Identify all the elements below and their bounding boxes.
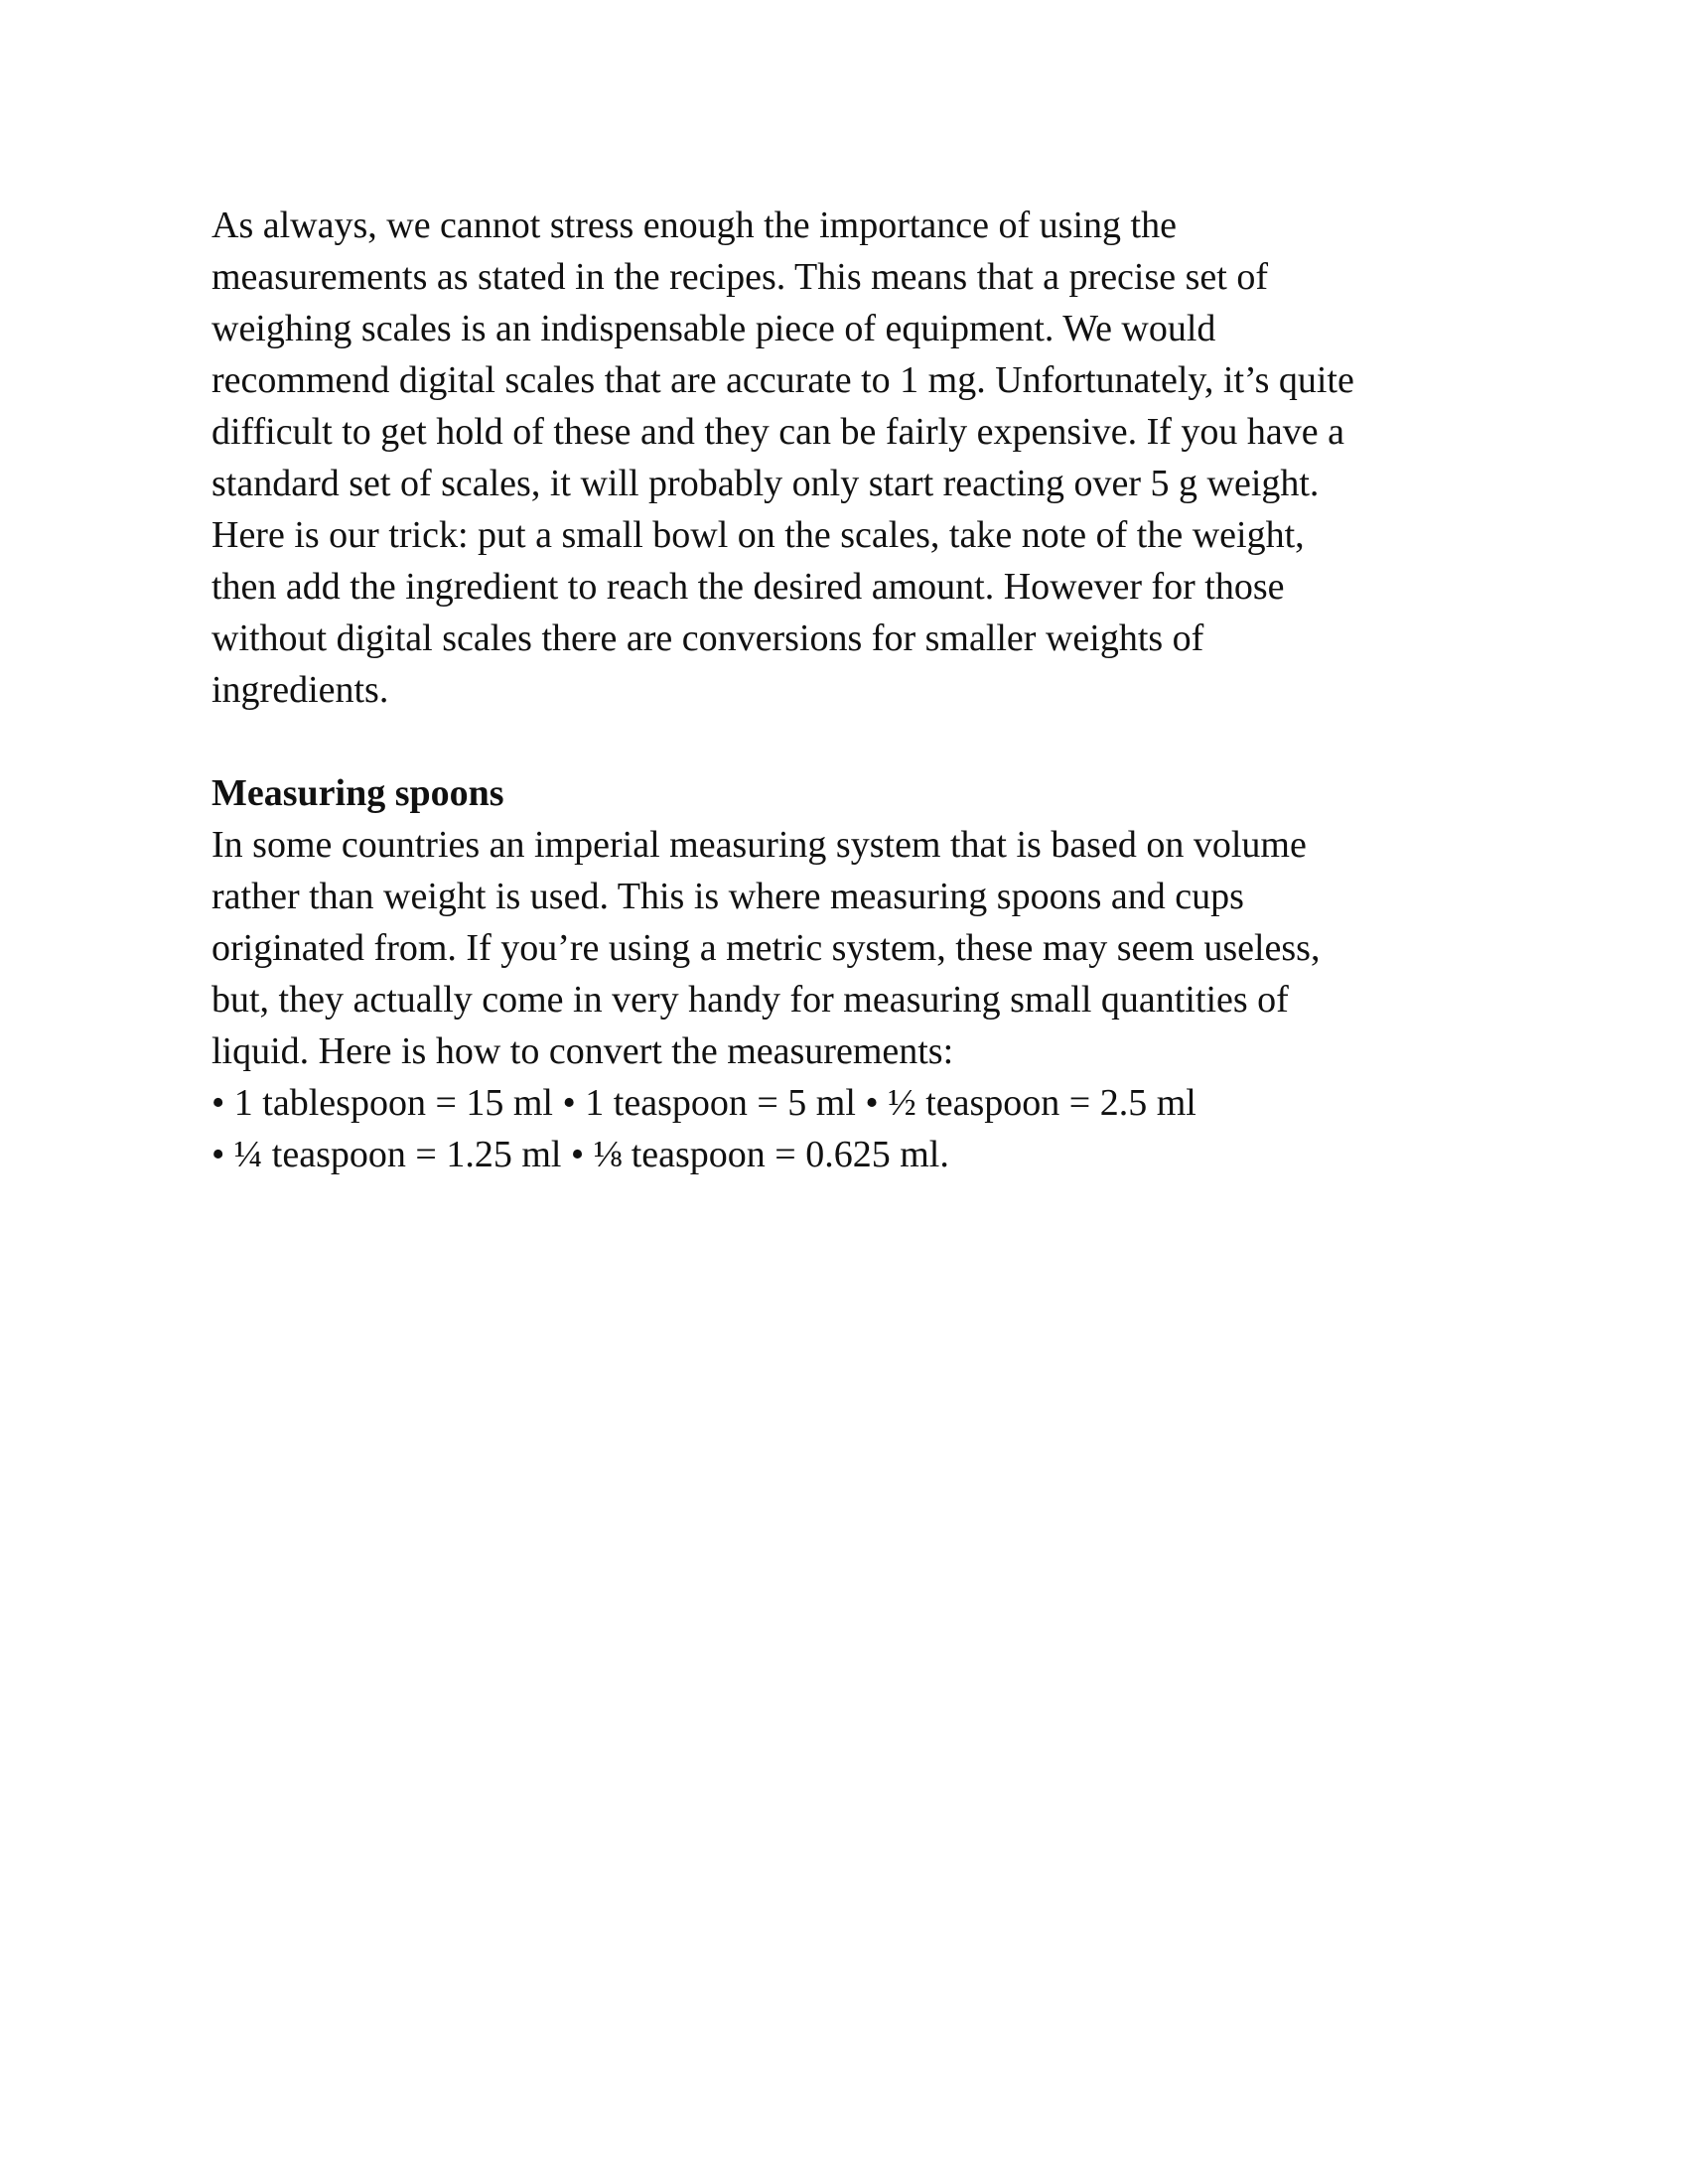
- paragraph-line: measurements as stated in the recipes. This means that a precise set of: [211, 256, 1268, 298]
- page-text: [211, 200, 1502, 1180]
- measuring-spoons-section: [211, 767, 1502, 1180]
- conversion-list-line: • 1 tablespoon = 15 ml • 1 teaspoon = 5 ml • ½ teaspoon = 2.5 ml: [211, 1082, 1196, 1124]
- paragraph-line: standard set of scales, it will probably only start reacting over 5 g weight.: [211, 463, 1320, 504]
- paragraph-line: In some countries an imperial measuring system that is based on volume: [211, 824, 1307, 866]
- conversion-list-line: • ¼ teaspoon = 1.25 ml • ⅛ teaspoon = 0.625 ml.: [211, 1134, 949, 1175]
- paragraph-line: originated from. If you’re using a metric system, these may seem useless,: [211, 927, 1321, 969]
- paragraph-line: Here is our trick: put a small bowl on the scales, take note of the weight,: [211, 514, 1305, 556]
- paragraph-line: difficult to get hold of these and they can be fairly expensive. If you have a: [211, 411, 1345, 453]
- paragraph-line: liquid. Here is how to convert the measurements:: [211, 1030, 954, 1072]
- paragraph-line: then add the ingredient to reach the desired amount. However for those: [211, 566, 1285, 608]
- paragraph-line: rather than weight is used. This is where measuring spoons and cups: [211, 876, 1244, 917]
- paragraph-spacer: [211, 716, 1502, 767]
- paragraph-line: weighing scales is an indispensable piece of equipment. We would: [211, 308, 1216, 349]
- paragraph-line: ingredients.: [211, 669, 389, 711]
- paragraph-line: without digital scales there are conversions for smaller weights of: [211, 617, 1204, 659]
- intro-paragraph: [211, 200, 1502, 716]
- section-heading: Measuring spoons: [211, 772, 504, 814]
- paragraph-line: but, they actually come in very handy for measuring small quantities of: [211, 979, 1289, 1021]
- paragraph-line: recommend digital scales that are accurate to 1 mg. Unfortunately, it’s quite: [211, 359, 1354, 401]
- paragraph-line: As always, we cannot stress enough the importance of using the: [211, 205, 1177, 246]
